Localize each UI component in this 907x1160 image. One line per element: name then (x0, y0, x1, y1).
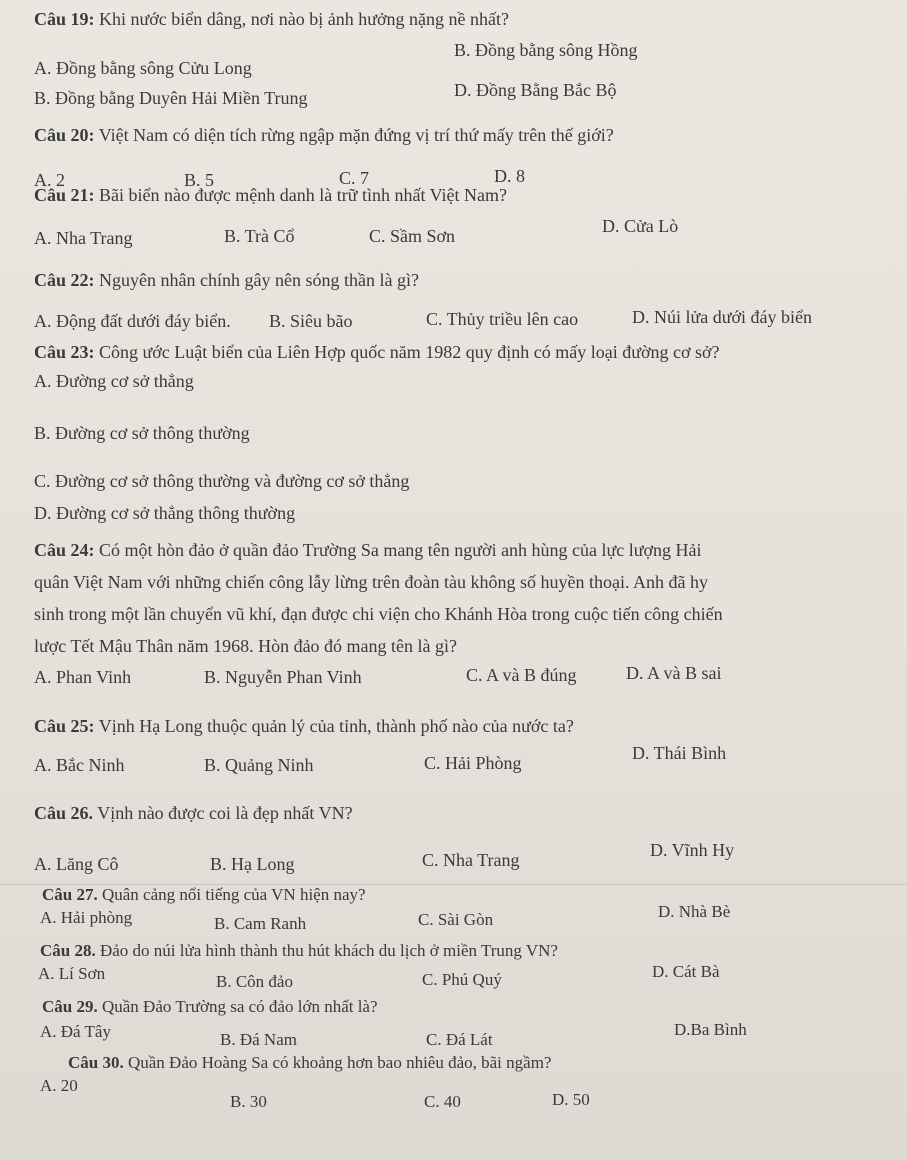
question-25 (34, 713, 904, 775)
question-20 (34, 122, 904, 190)
option-d[interactable]: D. 8 (494, 166, 525, 186)
option-c[interactable]: C. 7 (339, 168, 370, 188)
question-stem-line: sinh trong một lần chuyển vũ khí, đạn được chi viện cho Khánh Hòa trong cuộc tiến công chiến (34, 604, 723, 624)
option-d[interactable]: D. Vĩnh Hy (650, 840, 735, 860)
question-stem-line: lược Tết Mậu Thân năm 1968. Hòn đảo đó mang tên là gì? (34, 636, 458, 656)
option-a[interactable]: A. Phan Vinh (34, 667, 132, 687)
option-a[interactable]: A. Đường cơ sở thẳng (34, 371, 194, 391)
option-d[interactable]: D.Ba Bình (674, 1020, 747, 1039)
option-b[interactable]: B. Côn đảo (216, 972, 293, 991)
option-c[interactable]: C. Đường cơ sở thông thường và đường cơ sở thẳng (34, 471, 410, 491)
option-c[interactable]: C. A và B đúng (466, 665, 577, 685)
option-a[interactable]: A. Lăng Cô (34, 854, 119, 874)
option-b[interactable]: B. Đường cơ sở thông thường (34, 423, 250, 443)
question-27 (34, 884, 904, 933)
question-26 (34, 800, 904, 874)
question-stem: Câu 20: Việt Nam có diện tích rừng ngập mặn đứng vị trí thứ mấy trên thế giới? (34, 125, 614, 145)
question-21 (34, 182, 904, 248)
option-c[interactable]: C. Hải Phòng (424, 753, 522, 773)
option-d[interactable]: D. Cửa Lò (602, 216, 679, 236)
option-b[interactable]: B. Siêu bão (269, 311, 353, 331)
option-d[interactable]: D. Cát Bà (652, 962, 720, 981)
option-b[interactable]: B. Đá Nam (220, 1030, 297, 1049)
option-b[interactable]: B. Quảng Ninh (204, 755, 314, 775)
option-b-2[interactable]: B. Đồng bằng Duyên Hải Miền Trung (34, 88, 308, 108)
option-d[interactable]: D. A và B sai (626, 663, 722, 683)
question-stem: Câu 28. Đảo do núi lửa hình thành thu hút khách du lịch ở miền Trung VN? (40, 941, 558, 960)
option-c[interactable]: C. Phú Quý (422, 970, 502, 989)
question-stem: Câu 22: Nguyên nhân chính gây nên sóng thần là gì? (34, 270, 419, 290)
option-b[interactable]: B. Trà Cổ (224, 226, 295, 246)
option-a[interactable]: A. 20 (40, 1076, 78, 1095)
option-a[interactable]: A. Hải phòng (40, 908, 133, 927)
option-b[interactable]: B. Nguyễn Phan Vinh (204, 667, 362, 687)
option-d[interactable]: D. Thái Bình (632, 743, 727, 763)
option-c[interactable]: C. Đá Lát (426, 1030, 493, 1049)
option-c[interactable]: C. Sầm Sơn (369, 226, 456, 246)
question-stem: Câu 25: Vịnh Hạ Long thuộc quản lý của tỉnh, thành phố nào của nước ta? (34, 716, 574, 736)
option-c[interactable]: C. Sài Gòn (418, 910, 494, 929)
option-a[interactable]: A. Đá Tây (40, 1022, 111, 1041)
question-stem: Câu 19: Khi nước biển dâng, nơi nào bị ảnh hưởng nặng nề nhất? (34, 9, 509, 29)
question-stem: Câu 21: Bãi biển nào được mệnh danh là trữ tình nhất Việt Nam? (34, 185, 508, 205)
option-d[interactable]: D. 50 (552, 1090, 590, 1109)
option-b[interactable]: B. 5 (184, 170, 215, 190)
option-c[interactable]: C. Nha Trang (422, 850, 520, 870)
question-stem-line: quân Việt Nam với những chiến công lẫy lừng trên đoàn tàu không số huyền thoại. Anh đã hy (34, 572, 708, 592)
option-d[interactable]: D. Núi lửa dưới đáy biển (632, 307, 812, 327)
option-b[interactable]: B. Hạ Long (210, 854, 295, 874)
option-a[interactable]: A. Lí Sơn (38, 964, 106, 983)
question-22 (34, 267, 904, 331)
question-stem: Câu 27. Quân cảng nổi tiếng của VN hiện nay? (42, 885, 366, 904)
question-stem: Câu 30. Quần Đảo Hoàng Sa có khoảng hơn bao nhiêu đảo, bãi ngầm? (68, 1053, 552, 1072)
option-a[interactable]: A. Bắc Ninh (34, 755, 125, 775)
question-stem: Câu 29. Quần Đảo Trường sa có đảo lớn nhất là? (42, 997, 378, 1016)
option-a[interactable]: A. Đồng bằng sông Cửu Long (34, 58, 252, 78)
option-a[interactable]: A. Động đất dưới đáy biển. (34, 311, 231, 331)
option-b[interactable]: B. Cam Ranh (214, 914, 307, 933)
question-28 (34, 940, 904, 991)
option-b[interactable]: B. Đồng bằng sông Hồng (454, 40, 638, 60)
question-stem: Câu 26. Vịnh nào được coi là đẹp nhất VN? (34, 803, 353, 823)
question-stem: Câu 23: Công ước Luật biển của Liên Hợp quốc năm 1982 quy định có mấy loại đường cơ sở? (34, 342, 720, 362)
option-a[interactable]: A. 2 (34, 170, 65, 190)
question-23 (34, 339, 904, 523)
option-d[interactable]: D. Đồng Bằng Bắc Bộ (454, 80, 617, 100)
option-d[interactable]: D. Đường cơ sở thẳng thông thường (34, 503, 296, 523)
question-stem: Câu 24: Có một hòn đảo ở quần đảo Trường Sa mang tên người anh hùng của lực lượng Hải (34, 540, 702, 560)
option-c[interactable]: C. 40 (424, 1092, 461, 1111)
question-19 (34, 6, 904, 108)
option-b[interactable]: B. 30 (230, 1092, 267, 1111)
option-c[interactable]: C. Thủy triều lên cao (426, 309, 579, 329)
question-24 (34, 537, 904, 687)
option-d[interactable]: D. Nhà Bè (658, 902, 731, 921)
question-29 (34, 996, 904, 1049)
question-30 (34, 1052, 904, 1111)
option-a[interactable]: A. Nha Trang (34, 228, 133, 248)
